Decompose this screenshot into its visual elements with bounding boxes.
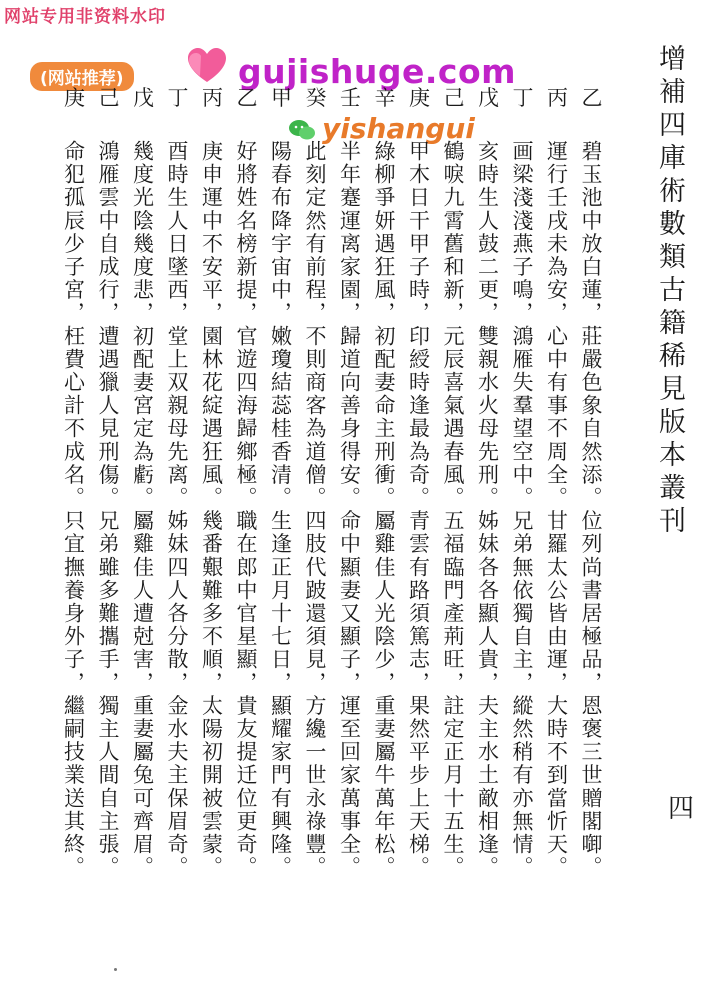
verse-column: 鶴唳九霄舊和新，元辰喜氣遇春風。五福臨門產荊旺，註定正月十五生。 xyxy=(441,140,465,880)
verse-column: 甲木日干甲子時，印綬時逢最為奇。青雲有路須篤志，果然平步上天梯。 xyxy=(406,140,431,880)
heavenly-stem: 庚 xyxy=(409,86,430,110)
verse-column: 画梁淺淺燕子鳴，鴻雁失羣望空中。兄弟無依獨自主，縱然稍有亦無情。 xyxy=(510,140,534,880)
heavenly-stem: 己 xyxy=(98,86,120,110)
verse-column: 庚申運中不安平，園林花綻遇狂風。幾番艱難多不順，太陽初開被雲蒙。 xyxy=(199,140,224,880)
heavenly-stem: 乙 xyxy=(236,86,258,110)
verse-column: 綠柳爭妍遇狂風，初配妻命主刑衝。屬雞佳人光陰少，重妻屬牛萬年松。 xyxy=(372,140,396,880)
verse-column: 此刻定然有前程，不則商客為道僧。四肢代跛還須見，方纔一世永祿豐。 xyxy=(303,140,327,880)
watermark-badge: (网站推荐) xyxy=(30,62,134,91)
watermark-sub-text: yishangui xyxy=(322,112,475,145)
heavenly-stem: 己 xyxy=(443,86,465,110)
heavenly-stem: 辛 xyxy=(374,86,396,110)
verse-column: 運行壬戌未為安，心中有事不周全。甘羅太公皆由運，大時不到當忻天。 xyxy=(544,140,569,880)
verse-column: 命犯孤辰少子宮，枉費心計不成名。只宜撫養身外子，繼嗣技業送其終。 xyxy=(61,140,86,880)
heavenly-stem: 庚 xyxy=(64,86,85,110)
heart-icon xyxy=(186,46,228,86)
heavenly-stem: 甲 xyxy=(271,86,292,110)
heavenly-stem: 壬 xyxy=(340,86,361,110)
page-number: 四 xyxy=(668,794,695,824)
verse-column: 半年蹇運离家園，歸道向善身得安。命中顯妻又顯子，運至回家萬事全。 xyxy=(337,140,362,880)
series-title: 增補四庫術數類古籍稀見版本叢刊 xyxy=(654,44,685,539)
watermark-url: gujishuge.com xyxy=(238,52,517,91)
verse-column: 酉時生人日墜西，堂上双親母先离。姊妹四人各分散，金水夫主保眉奇。 xyxy=(165,140,189,880)
verse-column: 碧玉池中放白蓮，莊嚴色象自然添。位列尚書居極品，恩褒三世贈閣啣。 xyxy=(579,140,603,880)
heavenly-stem: 丙 xyxy=(202,86,223,110)
heavenly-stem: 丁 xyxy=(512,86,534,110)
heavenly-stem: 戊 xyxy=(133,86,154,110)
heavenly-stem: 丁 xyxy=(167,86,189,110)
verse-column: 鴻雁雲中自成行，遭遇獵人見刑傷。兄弟雖多難攜手，獨主人間自主張。 xyxy=(96,140,120,880)
verse-column: 幾度光陰幾度悲，初配妻宮定為虧。屬雞佳人遭尅害，重妻屬兔可齊眉。 xyxy=(130,140,155,880)
heavenly-stem: 癸 xyxy=(305,86,327,110)
verse-column: 陽春布降宇宙中，嫩瓊結蕊桂香清。生逢正月十七日，顯耀家門有興隆。 xyxy=(268,140,293,880)
heavenly-stem: 戊 xyxy=(478,86,499,110)
paper-speck xyxy=(114,968,117,971)
watermark-top-text: 网站专用非资料水印 xyxy=(4,7,166,27)
heavenly-stem: 丙 xyxy=(547,86,568,110)
heavenly-stem: 乙 xyxy=(581,86,603,110)
wechat-icon xyxy=(288,118,316,142)
verse-column: 好將姓名榜新提，官遊四海歸鄉極。職在郎中官星顯，貴友提迁位更奇。 xyxy=(234,140,258,880)
verse-column: 亥時生人鼓二更，雙親水火母先刑。姊妹各各顯人貴，夫主水土敵相逢。 xyxy=(475,140,500,880)
